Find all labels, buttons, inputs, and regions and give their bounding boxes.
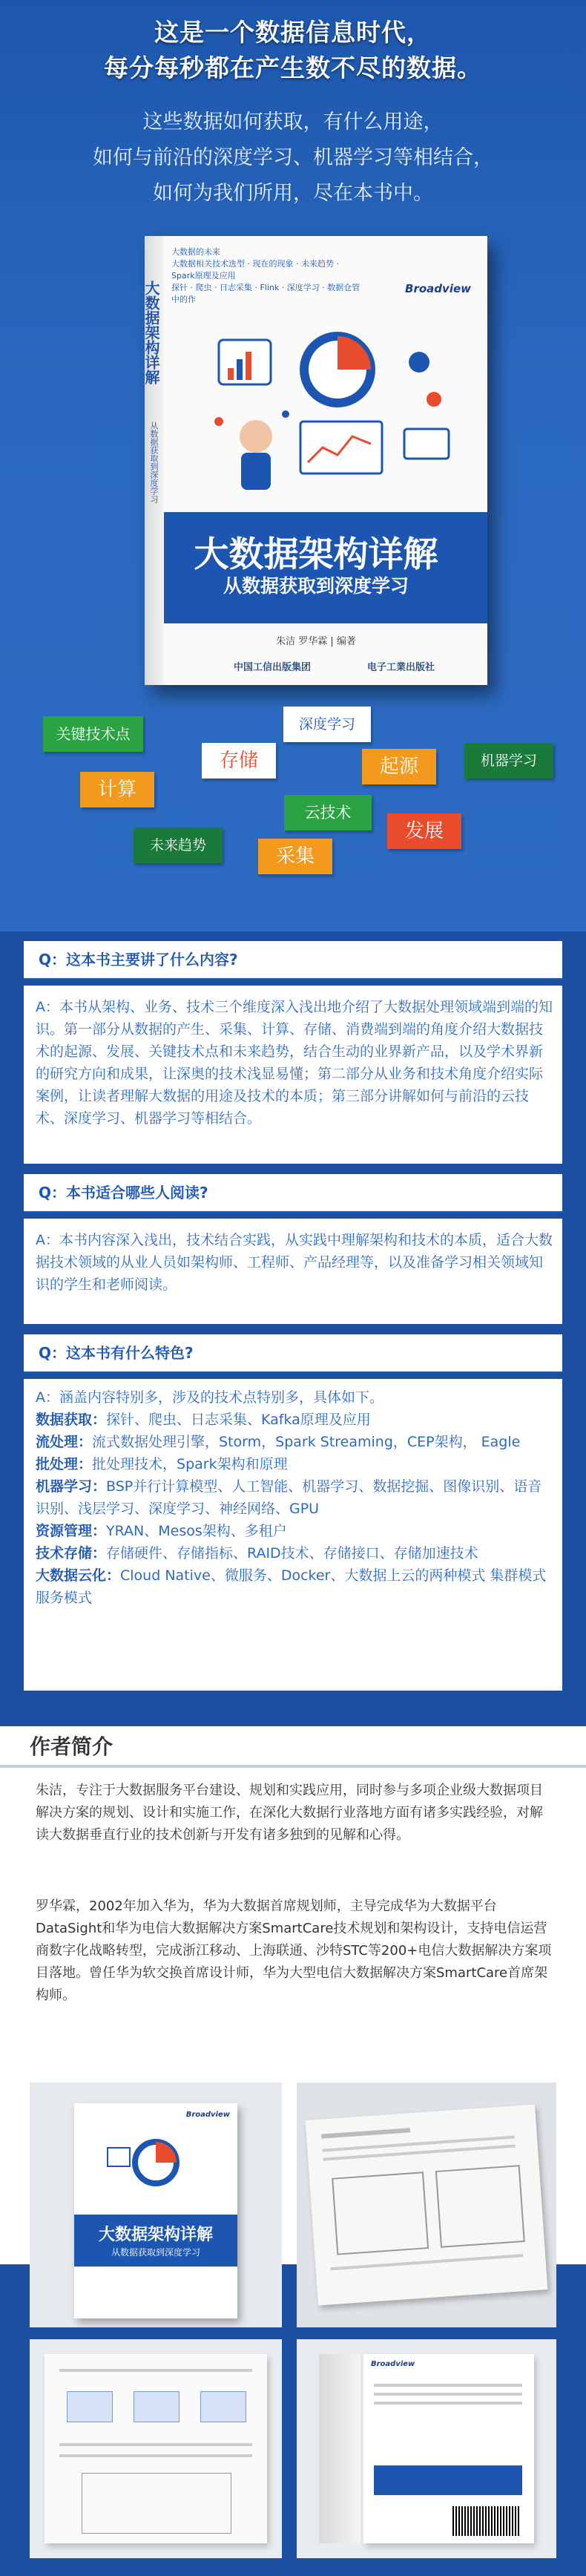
book-subtitle: 从数据获取到深度学习 bbox=[223, 575, 409, 597]
feature-item: 资源管理：YRAN、Mesos架构、多租户 bbox=[36, 1523, 287, 1539]
question-heading: Q：本书适合哪些人阅读? bbox=[24, 1174, 562, 1211]
feature-item: 批处理：批处理技术，Spark架构和原理 bbox=[36, 1456, 288, 1472]
feature-item: 大数据云化：Cloud Native、微服务、Docker、大数据上云的两种模式 集群模式 服务模式 bbox=[36, 1567, 547, 1606]
hero-title-line2: 每分每秒都在产生数不尽的数据。 bbox=[104, 53, 482, 82]
hero-sub-line2: 如何与前沿的深度学习、机器学习等相结合， bbox=[93, 146, 493, 169]
book-illustration bbox=[189, 310, 471, 496]
book-tags: 大数据的未来 大数据相关技术选型 · 现在的现象 · 未来趋势 · Spark原理及应用 探针 · 爬虫 · 日志采集 · Flink · 深度学习 · 数据仓管中的作 bbox=[171, 247, 361, 304]
section-divider bbox=[0, 1765, 586, 1768]
feature-item: 技术存储：存储硬件、存储指标、RAID技术、存储接口、存储加速技术 bbox=[36, 1545, 478, 1561]
hero-sub-line1: 这些数据如何获取，有什么用途， bbox=[142, 111, 444, 134]
divider bbox=[24, 1211, 562, 1213]
features-intro: A：涵盖内容特别多，涉及的技术点特别多，具体如下。 bbox=[36, 1389, 383, 1406]
hero-title-line1: 这是一个数据信息时代， bbox=[154, 18, 432, 47]
keyword-tag: 存储 bbox=[202, 743, 276, 779]
question-heading: Q：这本书有什么特色? bbox=[24, 1334, 562, 1371]
publisher-logo-2: 电子工業出版社 bbox=[367, 662, 435, 673]
author-bio-1: 朱洁，专注于大数据服务平台建设、规划和实践应用，同时参与多项企业级大数据项目解决方案的规划、设计和实施工作，在深化大数据行业落地方面有诸多实践经验，对解读大数据垂直行业的技术创新与开发有诸多独到的见解和心得。 bbox=[36, 1783, 543, 1843]
photo-book-back: Broadview bbox=[297, 2339, 556, 2558]
feature-item: 机器学习：BSP并行计算模型、人工智能、机器学习、数据挖掘、图像识别、语音识别、浅层学习、深度学习、神经网络、GPU bbox=[36, 1478, 542, 1517]
divider bbox=[24, 978, 562, 980]
book-spine bbox=[142, 236, 164, 685]
keyword-tag: 未来趋势 bbox=[134, 827, 223, 863]
book-cover bbox=[142, 236, 487, 685]
keyword-tag: 关键技术点 bbox=[43, 716, 143, 752]
keyword-tag: 机器学习 bbox=[464, 743, 553, 779]
keyword-tag: 云技术 bbox=[284, 795, 372, 830]
book-title: 大数据架构详解 bbox=[194, 534, 438, 575]
author-bio-2: 罗华霖，2002年加入华为，华为大数据首席规划师，主导完成华为大数据平台DataSight和华为电信大数据解决方案SmartCare技术规划和架构设计，支持电信运营商数字化战略转型，完成浙江移动、上海联通、沙特STC等200+电信大数据解决方案项目落地。曾任华为软交换首席设计师，华为大型电信大数据解决方案SmartCare首席架构师。 bbox=[36, 1898, 552, 2003]
keyword-tag: 计算 bbox=[80, 772, 154, 807]
keyword-tag: 起源 bbox=[362, 749, 436, 784]
question-heading: Q：这本书主要讲了什么内容? bbox=[24, 941, 562, 978]
keyword-tag: 发展 bbox=[387, 813, 461, 849]
publisher-logo-1: 中国工信出版集团 bbox=[234, 662, 312, 673]
photos-section-title: 实拍图 bbox=[30, 2041, 93, 2065]
feature-item: 流处理：流式数据处理引擎，Storm，Spark Streaming，CEP架构， Eagle bbox=[36, 1434, 521, 1450]
answer-text: A：本书内容深入浅出，技术结合实践，从实践中理解架构和技术的本质，适合大数据技术领域的从业人员如架构师、工程师、产品经理等，以及准备学习相关领域知识的学生和老师阅读。 bbox=[36, 1232, 553, 1293]
spine-title: 大数据架构详解 bbox=[142, 281, 160, 384]
book-authors: 朱洁 罗华霖 | 编著 bbox=[276, 636, 356, 647]
keyword-tag: 采集 bbox=[258, 839, 332, 874]
author-section-title: 作者简介 bbox=[30, 1734, 113, 1759]
photo-book-inner-pages bbox=[297, 2082, 556, 2327]
photo-book-diagrams bbox=[30, 2339, 282, 2558]
features-list bbox=[36, 1386, 553, 1609]
hero-sub-line3: 如何为我们所用，尽在本书中。 bbox=[153, 182, 433, 205]
spine-subtitle: 从数据获取到深度学习 bbox=[149, 422, 159, 503]
keyword-tag: 深度学习 bbox=[283, 707, 371, 742]
answer-text: A：本书从架构、业务、技术三个维度深入浅出地介绍了大数据处理领域端到端的知识。第一部分从数据的产生、采集、计算、存储、消费端到端的角度介绍大数据技术的起源、发展、关键技术点和未来趋势，结合生动的业界新产品，以及学术界新的研究方向和成果，让深奥的技术浅显易懂；第二部分从业务和技术角度介绍实际案例，让读者理解大数据的用途及技术的本质；第三部分讲解如何与前沿的云技术、深度学习、机器学习等相结合。 bbox=[36, 999, 553, 1127]
divider bbox=[24, 1371, 562, 1373]
photo-book-front: Broadview 大数据架构详解 从数据获取到深度学习 bbox=[30, 2082, 282, 2327]
book-brand-logo: Broadview bbox=[405, 282, 471, 295]
feature-item: 数据获取：探针、爬虫、日志采集、Kafka原理及应用 bbox=[36, 1412, 371, 1428]
